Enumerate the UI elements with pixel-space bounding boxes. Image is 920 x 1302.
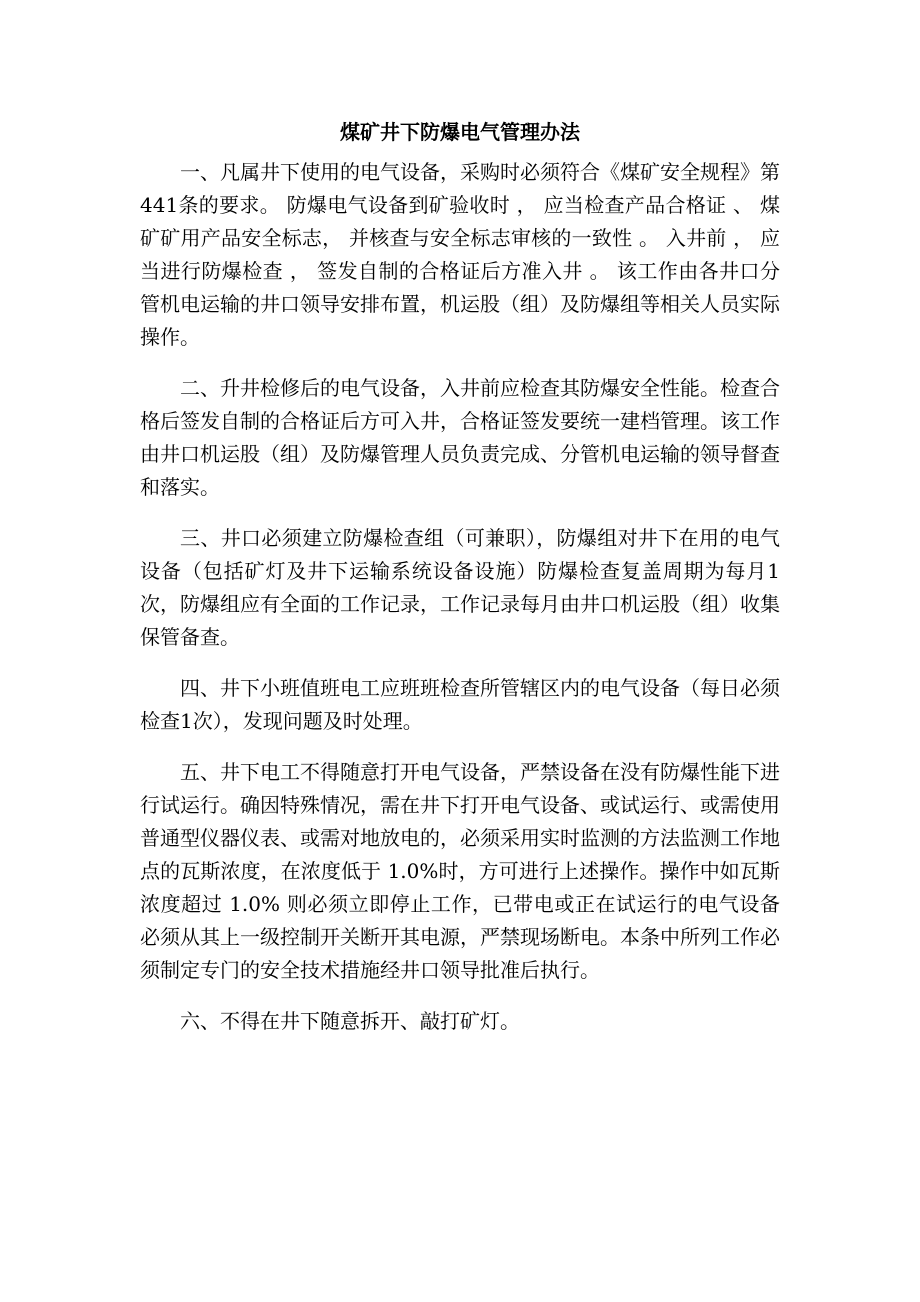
paragraph-3: 三、井口必须建立防爆检查组（可兼职），防爆组对井下在用的电气设备（包括矿灯及井下运输系统设备设施）防爆检查复盖周期为每月1次，防爆组应有全面的工作记录，工作记录每月由井口机运股（组）收集保管备查。 [140,526,780,649]
paragraph-2: 二、升井检修后的电气设备，入井前应检查其防爆安全性能。检查合格后签发自制的合格证后方可入井，合格证签发要统一建档管理。该工作由井口机运股（组）及防爆管理人员负责完成、分管机电运输的领导督查和落实。 [140,376,780,499]
paragraph-4: 四、井下小班值班电工应班班检查所管辖区内的电气设备（每日必须检查1次），发现问题及时处理。 [140,676,780,733]
document-title: 煤矿井下防爆电气管理办法 [340,120,580,144]
paragraph-1: 一、凡属井下使用的电气设备，采购时必须符合《煤矿安全规程》第441条的要求。 防爆电气设备到矿验收时 ， 应当检查产品合格证 、 煤矿矿用产品安全标志， 并核查与安全标志审核的一致性 。 入井前 ， 应当进行防爆检查 ， 签发自制的合格证后方准入井 。 该工作由各井口分管机电运输的井口领导安排布置，机运股（组）及防爆组等相关人员实际操作。 [140,160,780,349]
document-page [140,118,780,1038]
paragraph-6: 六、不得在井下随意拆开、敲打矿灯。 [180,1009,520,1033]
paragraph-5: 五、井下电工不得随意打开电气设备，严禁设备在没有防爆性能下进行试运行。确因特殊情况，需在井下打开电气设备、或试运行、或需使用普通型仪器仪表、或需对地放电的，必须采用实时监测的方法监测工作地点的瓦斯浓度，在浓度低于 1.0%时，方可进行上述操作。操作中如瓦斯浓度超过 1.0% 则必须立即停止工作，已带电或正在试运行的电气设备必须从其上一级控制开关断开其电源，严禁现场断电。本条中所列工作必须制定专门的安全技术措施经井口领导批准后执行。 [140,760,780,982]
